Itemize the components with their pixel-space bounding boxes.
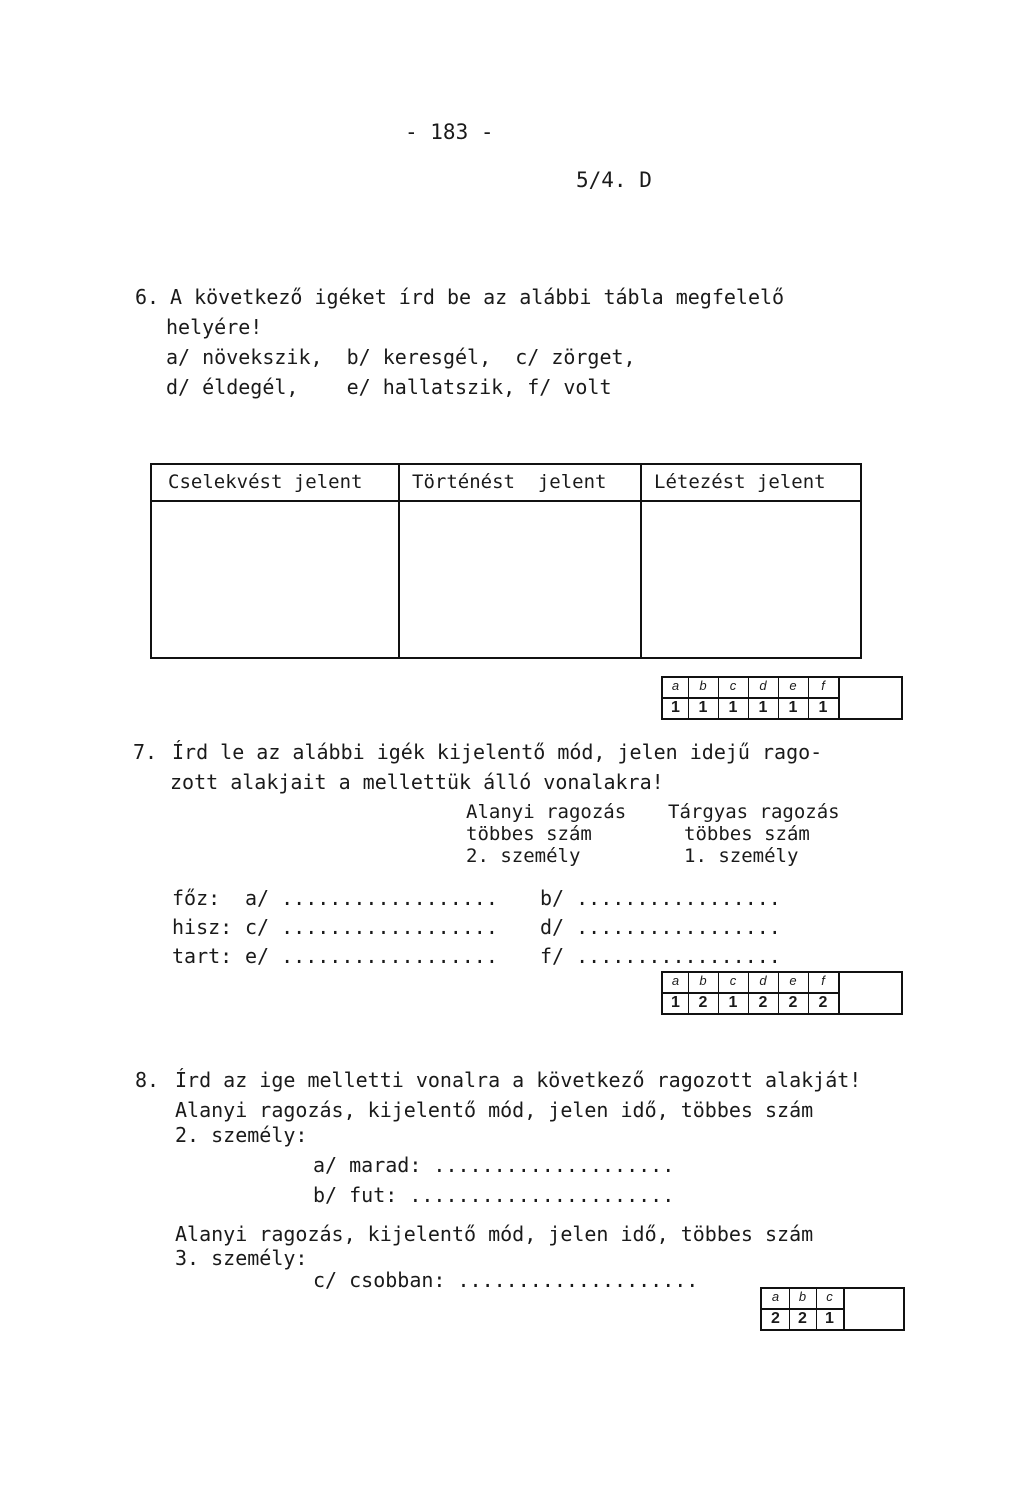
key-value: 2 — [698, 994, 708, 1011]
key-value: 2 — [818, 994, 828, 1011]
page-number: - 183 - — [405, 120, 494, 144]
key-letter: a — [663, 973, 688, 993]
key-letter: f — [808, 678, 838, 698]
key-divider — [762, 1309, 843, 1310]
score-box[interactable] — [849, 1291, 901, 1327]
key-divider — [663, 698, 838, 699]
key-value: 2 — [771, 1310, 780, 1327]
q6-instruction-line2: helyére! — [166, 315, 263, 339]
score-box[interactable] — [844, 680, 899, 716]
q7-answer-key — [661, 971, 903, 1015]
q7-col-b-person: 1. személy — [684, 845, 799, 867]
q7-verb: főz: — [172, 886, 221, 910]
q7-instruction-line1: Írd le az alábbi igék kijelentő mód, jelen idejű rago- — [172, 740, 823, 764]
q7-answer-line-b[interactable]: b/ ................. — [540, 886, 781, 910]
key-letter: b — [688, 678, 718, 698]
q8-answer-key — [760, 1287, 905, 1331]
q7-answer-line-e[interactable]: e/ .................. — [245, 944, 498, 968]
key-letter: e — [778, 973, 808, 993]
key-letter: b — [688, 973, 718, 993]
document-code: 5/4. D — [576, 168, 652, 192]
table-divider — [640, 465, 642, 657]
q8-answer-line-a[interactable]: a/ marad: .................... — [313, 1153, 675, 1177]
q6-options-line2: d/ éldegél, e/ hallatszik, f/ volt — [166, 375, 612, 399]
q7-col-a-person: 2. személy — [466, 845, 581, 867]
key-divider — [663, 993, 838, 994]
table-header-action: Cselekvést jelent — [168, 471, 363, 493]
score-box[interactable] — [844, 975, 899, 1011]
key-value: 2 — [758, 994, 768, 1011]
key-value: 1 — [818, 699, 828, 716]
q6-options-line1: a/ növekszik, b/ keresgél, c/ zörget, — [166, 345, 636, 369]
key-letter: b — [789, 1289, 816, 1309]
q7-answer-line-a[interactable]: a/ .................. — [245, 886, 498, 910]
key-value: 1 — [728, 699, 738, 716]
classification-table — [150, 463, 862, 659]
key-value: 2 — [788, 994, 798, 1011]
key-letter: a — [762, 1289, 789, 1309]
key-letter: c — [816, 1289, 843, 1309]
q7-instruction-line2: zott alakjait a mellettük álló vonalakra! — [170, 770, 664, 794]
q7-col-b-number: többes szám — [684, 823, 810, 845]
key-value: 1 — [671, 699, 680, 716]
key-value: 1 — [825, 1310, 834, 1327]
q7-col-a-header: Alanyi ragozás — [466, 801, 627, 823]
table-cell-action[interactable] — [154, 505, 392, 655]
q7-number: 7. — [133, 740, 158, 764]
table-cell-event[interactable] — [404, 505, 634, 655]
key-value: 2 — [798, 1310, 807, 1327]
q7-verb: hisz: — [172, 915, 233, 939]
q6-answer-key — [661, 676, 903, 720]
q6-number: 6. — [135, 285, 160, 309]
key-letter: c — [718, 973, 748, 993]
q8-sub1-line1: Alanyi ragozás, kijelentő mód, jelen idő, többes szám — [175, 1098, 814, 1122]
key-letter: c — [718, 678, 748, 698]
q8-number: 8. — [135, 1068, 160, 1092]
key-value: 1 — [788, 699, 798, 716]
q7-col-b-header: Tárgyas ragozás — [668, 801, 840, 823]
q8-instruction: Írd az ige melletti vonalra a következő ragozott alakját! — [175, 1068, 862, 1092]
key-value: 1 — [671, 994, 680, 1011]
key-letter: d — [748, 678, 778, 698]
q6-instruction-line1: A következő igéket írd be az alábbi tábla megfelelő — [170, 285, 785, 309]
table-header-event: Történést jelent — [412, 471, 607, 493]
table-header-existence: Létezést jelent — [654, 471, 826, 493]
key-value: 1 — [728, 994, 738, 1011]
key-value: 1 — [698, 699, 708, 716]
key-letter: f — [808, 973, 838, 993]
q8-answer-line-c[interactable]: c/ csobban: .................... — [313, 1268, 699, 1292]
key-value: 1 — [758, 699, 768, 716]
q7-answer-line-c[interactable]: c/ .................. — [245, 915, 498, 939]
q7-col-a-number: többes szám — [466, 823, 592, 845]
q7-verb: tart: — [172, 944, 233, 968]
q8-sub1-line2: 2. személy: — [175, 1123, 308, 1147]
table-cell-existence[interactable] — [646, 505, 858, 655]
q8-sub2-line1: Alanyi ragozás, kijelentő mód, jelen idő, többes szám — [175, 1222, 814, 1246]
q8-answer-line-b[interactable]: b/ fut: ...................... — [313, 1183, 675, 1207]
q8-sub2-line2: 3. személy: — [175, 1246, 308, 1270]
q7-answer-line-d[interactable]: d/ ................. — [540, 915, 781, 939]
key-letter: d — [748, 973, 778, 993]
key-letter: e — [778, 678, 808, 698]
key-letter: a — [663, 678, 688, 698]
q7-answer-line-f[interactable]: f/ ................. — [540, 944, 781, 968]
table-divider — [398, 465, 400, 657]
